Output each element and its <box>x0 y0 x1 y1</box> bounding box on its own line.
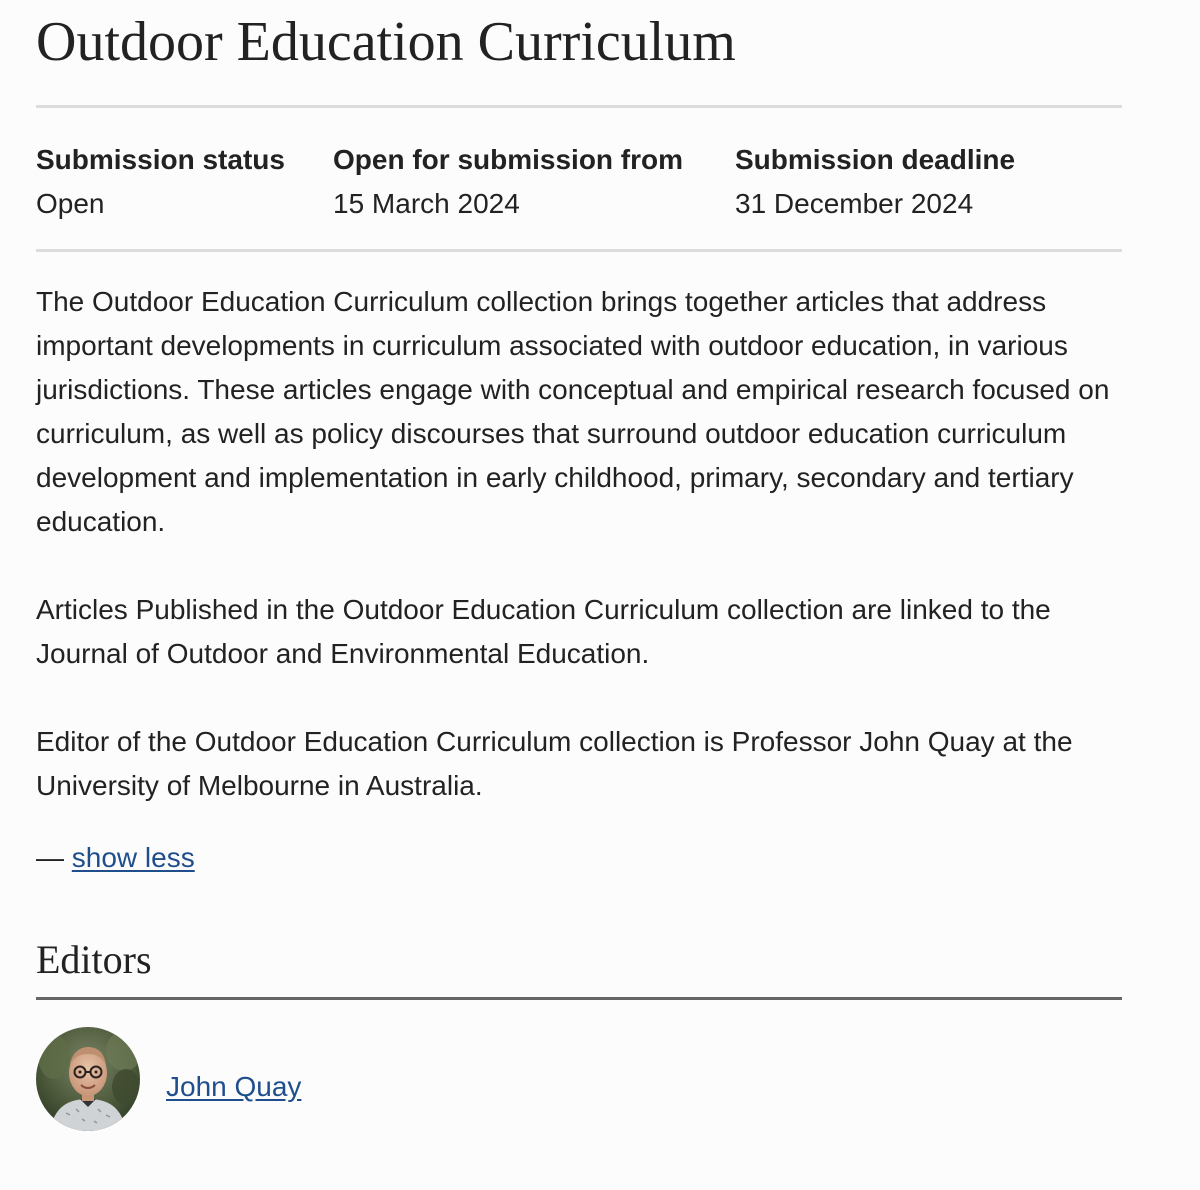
show-less-link[interactable]: show less <box>71 842 195 873</box>
submission-deadline-label: Submission deadline <box>735 144 1016 175</box>
show-less-toggle <box>36 836 195 880</box>
collection-description <box>36 280 1126 852</box>
page-title: Outdoor Education Curriculum <box>36 11 736 73</box>
show-less-dash: — <box>36 842 72 873</box>
description-paragraph: Editor of the Outdoor Education Curriculum collection is Professor John Quay at the University of Melbourne in Australia. <box>36 726 1073 801</box>
editor-item <box>36 1027 636 1133</box>
submission-status <box>36 140 285 224</box>
divider-bottom <box>36 249 1122 252</box>
editors-heading: Editors <box>36 937 152 982</box>
avatar <box>36 1027 140 1131</box>
open-for-submission <box>333 140 683 224</box>
editors-divider <box>36 997 1122 1000</box>
submission-status-label: Submission status <box>36 144 285 175</box>
divider-top <box>36 105 1122 108</box>
open-for-submission-value: 15 March 2024 <box>333 188 520 219</box>
description-paragraph: Articles Published in the Outdoor Education Curriculum collection are linked to the Journal of Outdoor and Environmental Education. <box>36 594 1051 669</box>
editor-photo <box>36 1027 140 1131</box>
submission-deadline-value: 31 December 2024 <box>735 188 974 219</box>
description-paragraph: The Outdoor Education Curriculum collection brings together articles that address important developments in curriculum associated with outdoor education, in various jurisdictions. These articles engage with conceptual and empirical research focused on curriculum, as well as policy discourses that surround outdoor education curriculum development and implementation in early childhood, primary, secondary and tertiary education. <box>36 286 1110 537</box>
submission-deadline <box>735 140 1015 224</box>
editor-name-link[interactable]: John Quay <box>166 1071 302 1102</box>
open-for-submission-label: Open for submission from <box>333 144 684 175</box>
submission-status-value: Open <box>36 188 105 219</box>
submission-meta <box>36 140 1122 230</box>
